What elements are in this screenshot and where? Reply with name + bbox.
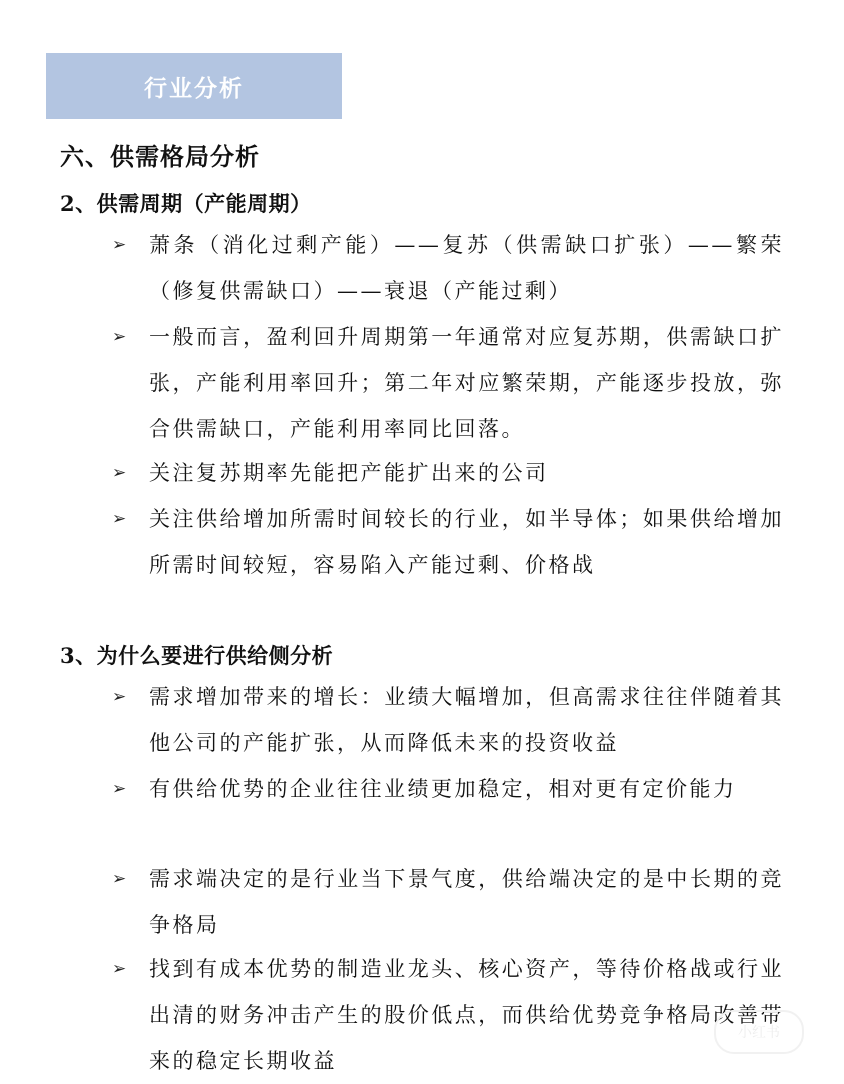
section-title: 六、供需格局分析 [60,142,260,171]
arrow-bullet-icon: ➢ [112,869,127,889]
list-item [112,450,784,496]
list-item [112,946,784,1084]
list-item-text: 需求增加带来的增长：业绩大幅增加，但高需求往往伴随着其他公司的产能扩张，从而降低未来的投资收益 [149,685,784,755]
arrow-bullet-icon: ➢ [112,959,127,979]
list-item [112,222,784,314]
arrow-bullet-icon: ➢ [112,327,127,347]
subsection-title-supply-demand-cycle: 2、供需周期（产能周期） [60,191,312,216]
watermark-text: 小红书 [738,1025,780,1041]
list-item-text: 萧条（消化过剩产能）——复苏（供需缺口扩张）——繁荣（修复供需缺口）——衰退（产能过剩） [149,233,784,303]
list-item-text: 找到有成本优势的制造业龙头、核心资产，等待价格战或行业出清的财务冲击产生的股价低点，而供给优势竞争格局改善带来的稳定长期收益 [149,957,784,1073]
section-header-banner [46,53,342,119]
arrow-bullet-icon: ➢ [112,687,127,707]
list-item-text: 有供给优势的企业往往业绩更加稳定，相对更有定价能力 [149,777,737,801]
arrow-bullet-icon: ➢ [112,463,127,483]
list-item [112,856,784,948]
arrow-bullet-icon: ➢ [112,235,127,255]
list-item [112,496,784,588]
header-title: 行业分析 [144,74,244,102]
list-item-text: 关注复苏期率先能把产能扩出来的公司 [149,461,549,485]
arrow-bullet-icon: ➢ [112,779,127,799]
list-item-text: 一般而言，盈利回升周期第一年通常对应复苏期，供需缺口扩张，产能利用率回升；第二年对应繁荣期，产能逐步投放，弥合供需缺口，产能利用率同比回落。 [149,325,784,441]
list-item-text: 需求端决定的是行业当下景气度，供给端决定的是中长期的竞争格局 [149,867,784,937]
list-item [112,674,784,766]
subsection-title-supply-side-analysis: 3、为什么要进行供给侧分析 [60,643,334,668]
list-item [112,766,784,812]
arrow-bullet-icon: ➢ [112,509,127,529]
watermark-logo [714,1010,804,1054]
list-item-text: 关注供给增加所需时间较长的行业，如半导体；如果供给增加所需时间较短，容易陷入产能过剩、价格战 [149,507,784,577]
list-item [112,314,784,452]
